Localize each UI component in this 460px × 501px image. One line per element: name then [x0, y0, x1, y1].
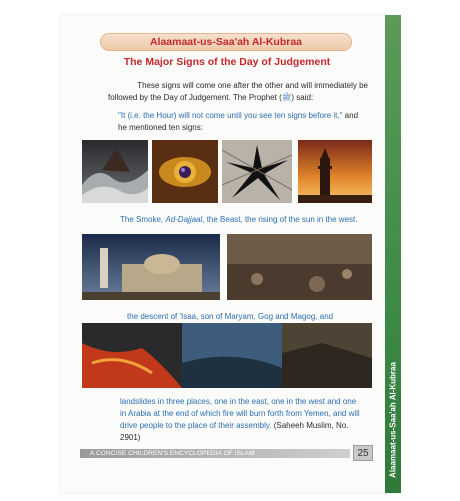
mosque-descent-image: [82, 234, 220, 300]
eye-image: [152, 140, 218, 203]
book-title: A CONCISE CHILDREN'S ENCYCLOPEDIA OF ISLAM: [90, 450, 255, 457]
side-tab-label: Alaamaat-us-Saa'ah Al-Kubraa: [388, 362, 398, 478]
section-title: The Major Signs of the Day of Judgement: [123, 56, 331, 68]
sunrise-minaret-image: [298, 140, 372, 203]
caption-signs-row1: The Smoke, Ad-Dajjaal, the Beast, the rising of the sun in the west.: [120, 215, 358, 224]
smoke-image: [82, 140, 148, 203]
beast-crack-image: [222, 140, 292, 203]
hadith-quote: "It (i.e. the Hour) will not come until you see ten signs before it," and he mentioned ten signs:: [118, 111, 359, 132]
chapter-banner: Alaamaat-us-Saa'ah Al-Kubraa: [100, 33, 352, 51]
lava-landslide-image: [82, 323, 372, 388]
page-number: 25: [353, 445, 373, 461]
rocky-ground-image: [227, 234, 372, 300]
caption-signs-row2: the descent of 'Isaa, son of Maryam, Gog and Magog, and: [127, 312, 334, 321]
intro-paragraph: These signs will come one after the other and will immediately be followed by the Day of Judgement. The Prophet (ﷺ) said:: [108, 81, 368, 102]
caption-signs-row3: landslides in three places, one in the east, one in the west and one in Arabia at the end of which fire will burn forth from Yemen, and will drive people to the place of their assembly. (Saheeh Muslim, No. 2901): [120, 397, 360, 442]
